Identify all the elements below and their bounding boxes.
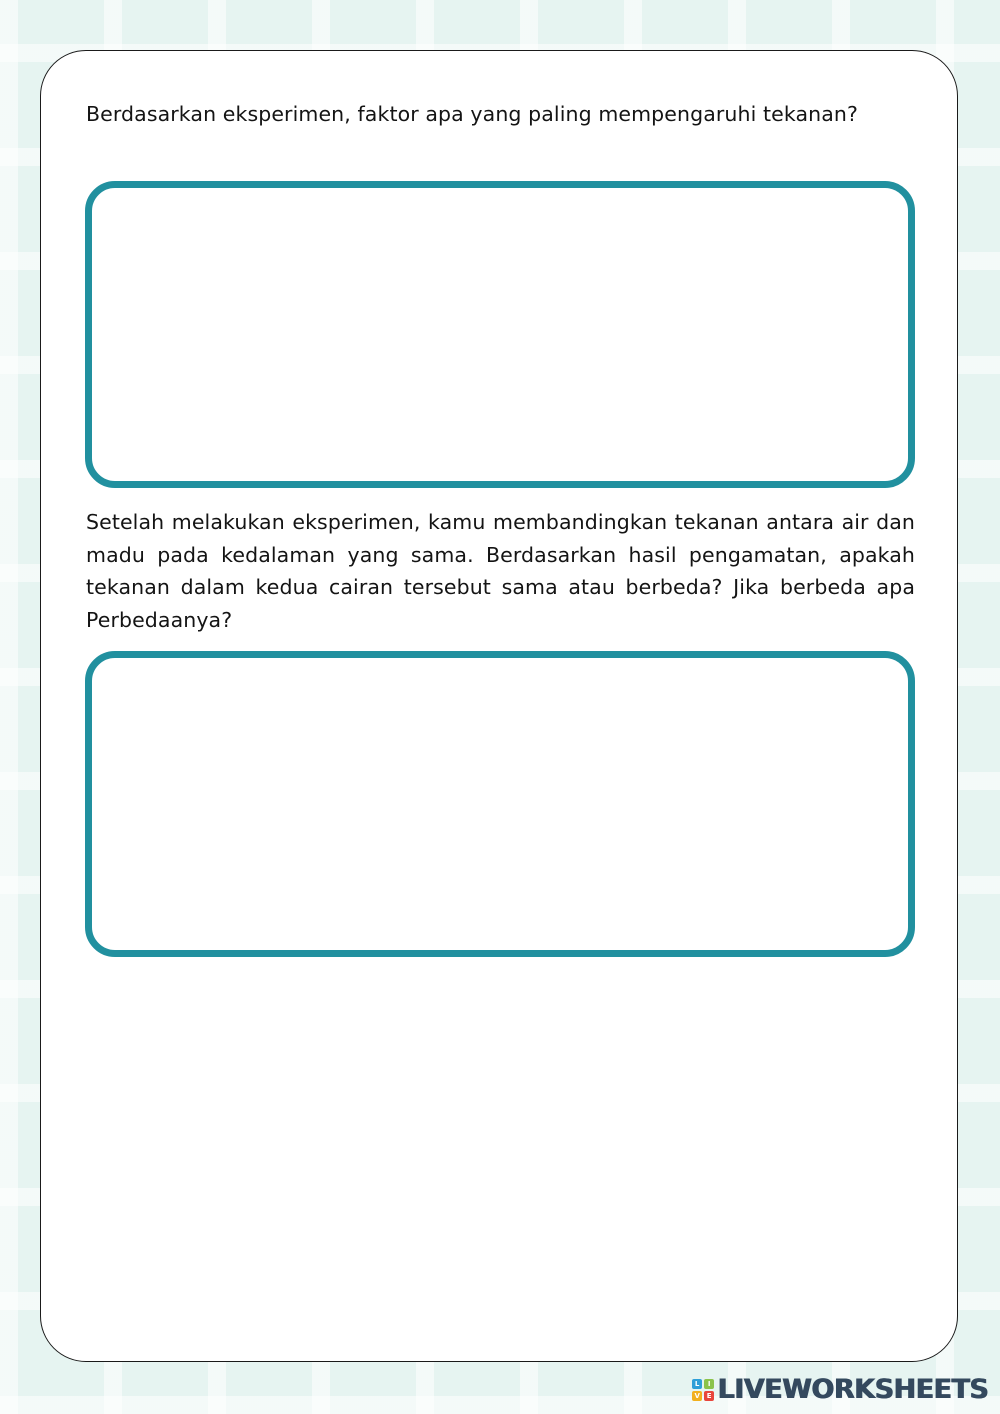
answer-box-1[interactable] xyxy=(85,181,915,488)
liveworksheets-logo-icon xyxy=(692,1379,714,1401)
worksheet-page xyxy=(40,50,958,1362)
liveworksheets-wordmark: LIVEWORKSHEETS xyxy=(717,1374,988,1405)
answer-box-2[interactable] xyxy=(85,651,915,957)
logo-square-l: L xyxy=(692,1379,702,1389)
liveworksheets-logo xyxy=(692,1375,988,1405)
logo-square-i: I xyxy=(704,1379,714,1389)
logo-square-v: V xyxy=(692,1391,702,1401)
question-1-text: Berdasarkan eksperimen, faktor apa yang paling mempengaruhi tekanan? xyxy=(86,102,858,126)
question-2-text: Setelah melakukan eksperimen, kamu membandingkan tekanan antara air dan madu pada kedalaman yang sama. Berdasarkan hasil pengamatan, apakah tekanan dalam kedua cairan tersebut sama atau berbeda? Jika berbeda apa Perbedaanya? xyxy=(86,510,915,632)
logo-square-e: E xyxy=(704,1391,714,1401)
